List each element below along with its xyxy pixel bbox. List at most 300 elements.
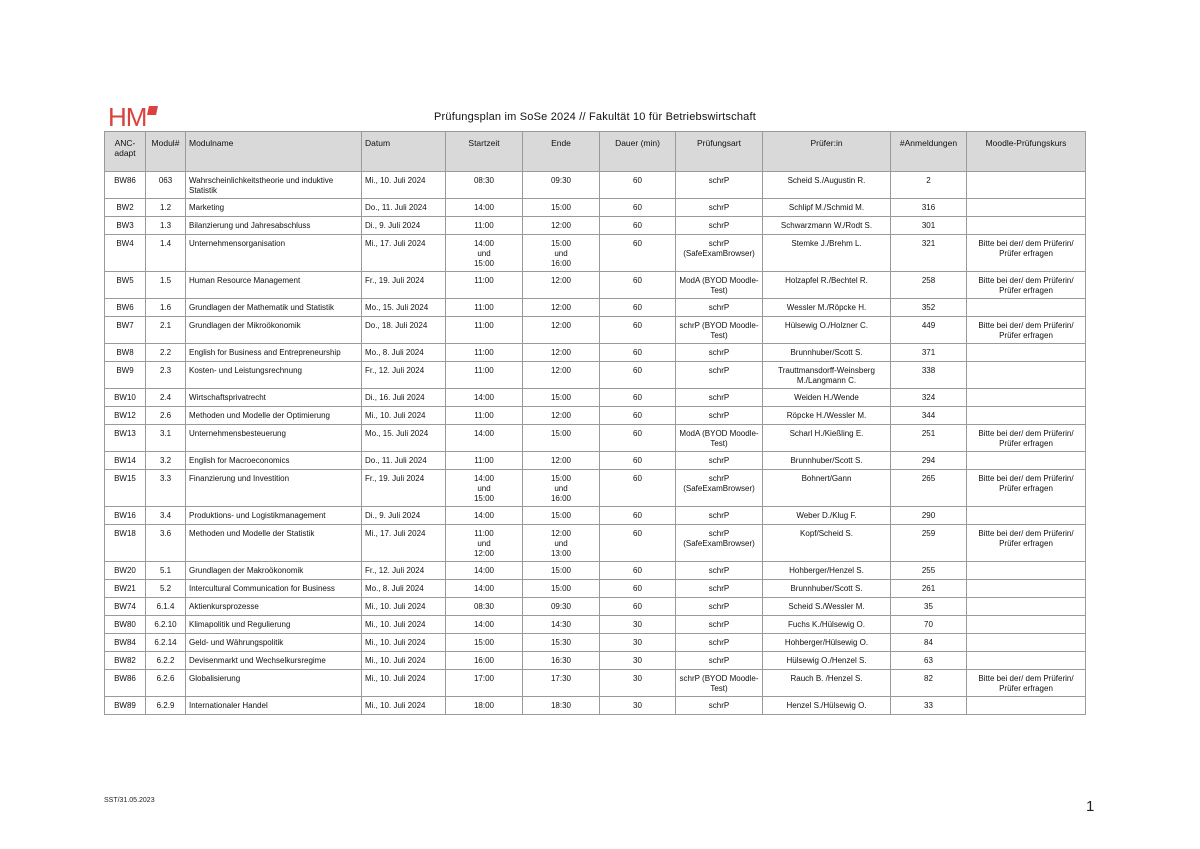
table-cell: 12:00	[523, 407, 600, 425]
table-cell: 11:00	[446, 272, 523, 299]
table-row	[105, 344, 1086, 362]
table-cell: 30	[600, 634, 676, 652]
col-header: Moodle-Prüfungskurs	[967, 132, 1086, 172]
table-cell: 60	[600, 317, 676, 344]
table-cell: 70	[891, 616, 967, 634]
table-cell: 371	[891, 344, 967, 362]
table-row	[105, 199, 1086, 217]
table-cell	[967, 616, 1086, 634]
table-cell: 352	[891, 299, 967, 317]
table-cell: 6.2.14	[146, 634, 186, 652]
table-cell	[967, 389, 1086, 407]
table-row	[105, 525, 1086, 562]
table-cell: Fr., 12. Juli 2024	[362, 362, 446, 389]
table-cell: 09:30	[523, 598, 600, 616]
col-header: Prüfer:in	[763, 132, 891, 172]
table-cell: 265	[891, 470, 967, 507]
table-cell: 30	[600, 652, 676, 670]
table-cell: BW4	[105, 235, 146, 272]
table-cell: Hohberger/Hülsewig O.	[763, 634, 891, 652]
table-cell: schrP	[676, 407, 763, 425]
table-cell: Röpcke H./Wessler M.	[763, 407, 891, 425]
table-cell: schrP	[676, 389, 763, 407]
table-cell: 16:00	[446, 652, 523, 670]
table-cell: Hohberger/Henzel S.	[763, 562, 891, 580]
table-cell: 15:00	[523, 562, 600, 580]
table-cell: 11:00	[446, 299, 523, 317]
table-row	[105, 235, 1086, 272]
table-cell: schrP (SafeExamBrowser)	[676, 470, 763, 507]
table-cell: 15:30	[523, 634, 600, 652]
table-cell: 259	[891, 525, 967, 562]
table-cell: 1.4	[146, 235, 186, 272]
table-row	[105, 652, 1086, 670]
table-cell: Henzel S./Hülsewig O.	[763, 697, 891, 715]
table-cell: 17:00	[446, 670, 523, 697]
table-cell	[967, 407, 1086, 425]
table-cell: ModA (BYOD Moodle-Test)	[676, 272, 763, 299]
table-cell: BW13	[105, 425, 146, 452]
table-cell: Mo., 8. Juli 2024	[362, 580, 446, 598]
table-cell: Hülsewig O./Henzel S.	[763, 652, 891, 670]
table-cell: Schlipf M./Schmid M.	[763, 199, 891, 217]
table-cell: Do., 11. Juli 2024	[362, 452, 446, 470]
table-cell: 2.3	[146, 362, 186, 389]
table-cell: 60	[600, 362, 676, 389]
table-row	[105, 470, 1086, 507]
table-body	[105, 172, 1086, 715]
table-cell: BW2	[105, 199, 146, 217]
table-cell: 82	[891, 670, 967, 697]
table-cell: Hülsewig O./Holzner C.	[763, 317, 891, 344]
table-cell: Wirtschaftsprivatrecht	[186, 389, 362, 407]
table-cell: 60	[600, 425, 676, 452]
table-cell: 60	[600, 344, 676, 362]
col-header: ANC-adapt	[105, 132, 146, 172]
table-cell: Do., 18. Juli 2024	[362, 317, 446, 344]
table-cell: 15:00	[446, 634, 523, 652]
table-cell: BW9	[105, 362, 146, 389]
table-cell: 15:00	[523, 199, 600, 217]
table-cell: 14:00 und 15:00	[446, 470, 523, 507]
table-header-row	[105, 132, 1086, 172]
table-cell: Methoden und Modelle der Optimierung	[186, 407, 362, 425]
table-row	[105, 172, 1086, 199]
table-cell: 33	[891, 697, 967, 715]
table-cell: Aktienkursprozesse	[186, 598, 362, 616]
table-cell: 1.2	[146, 199, 186, 217]
table-cell: BW89	[105, 697, 146, 715]
table-cell: BW7	[105, 317, 146, 344]
table-cell: 11:00	[446, 452, 523, 470]
table-cell: 338	[891, 362, 967, 389]
hm-logo	[108, 104, 146, 130]
table-cell: 60	[600, 407, 676, 425]
table-cell	[967, 697, 1086, 715]
table-cell: Di., 16. Juli 2024	[362, 389, 446, 407]
table-cell: BW8	[105, 344, 146, 362]
table-cell: Wessler M./Röpcke H.	[763, 299, 891, 317]
table-cell: 449	[891, 317, 967, 344]
table-cell: 12:00 und 13:00	[523, 525, 600, 562]
table-cell: Holzapfel R./Bechtel R.	[763, 272, 891, 299]
table-cell: 15:00 und 16:00	[523, 235, 600, 272]
table-cell: 321	[891, 235, 967, 272]
table-cell: 14:30	[523, 616, 600, 634]
table-cell: BW14	[105, 452, 146, 470]
table-cell: Weber D./Klug F.	[763, 507, 891, 525]
table-cell: 1.6	[146, 299, 186, 317]
table-cell: 08:30	[446, 598, 523, 616]
table-cell: Scheid S./Augustin R.	[763, 172, 891, 199]
table-cell: 30	[600, 670, 676, 697]
table-cell: 2.4	[146, 389, 186, 407]
table-cell: 09:30	[523, 172, 600, 199]
col-header: Modul#	[146, 132, 186, 172]
table-cell: 2.2	[146, 344, 186, 362]
table-cell: BW21	[105, 580, 146, 598]
footer-stamp: SST/31.05.2023	[104, 797, 155, 804]
col-header: Prüfungsart	[676, 132, 763, 172]
table-row	[105, 634, 1086, 652]
table-cell: 11:00	[446, 217, 523, 235]
table-cell: BW74	[105, 598, 146, 616]
table-cell: 6.2.6	[146, 670, 186, 697]
table-cell: 6.2.9	[146, 697, 186, 715]
table-cell: 17:30	[523, 670, 600, 697]
table-cell: Bitte bei der/ dem Prüferin/ Prüfer erfragen	[967, 470, 1086, 507]
table-row	[105, 299, 1086, 317]
table-cell: Trauttmansdorff-Weinsberg M./Langmann C.	[763, 362, 891, 389]
table-row	[105, 317, 1086, 344]
table-cell: Mi., 17. Juli 2024	[362, 235, 446, 272]
table-cell: Fr., 12. Juli 2024	[362, 562, 446, 580]
table-cell: English for Business and Entrepreneurship	[186, 344, 362, 362]
table-cell: 60	[600, 172, 676, 199]
table-cell: 11:00	[446, 362, 523, 389]
table-cell: Fr., 19. Juli 2024	[362, 272, 446, 299]
table-cell: Mo., 15. Juli 2024	[362, 425, 446, 452]
table-cell: BW84	[105, 634, 146, 652]
table-cell: BW86	[105, 670, 146, 697]
table-cell: 261	[891, 580, 967, 598]
table-cell: Brunnhuber/Scott S.	[763, 344, 891, 362]
table-cell: Weiden H./Wende	[763, 389, 891, 407]
table-cell: 2.6	[146, 407, 186, 425]
table-cell: 60	[600, 452, 676, 470]
table-cell: Stemke J./Brehm L.	[763, 235, 891, 272]
table-cell: Mo., 8. Juli 2024	[362, 344, 446, 362]
table-cell	[967, 507, 1086, 525]
table-cell: schrP	[676, 598, 763, 616]
col-header: Datum	[362, 132, 446, 172]
table-row	[105, 562, 1086, 580]
table-cell: Schwarzmann W./Rodt S.	[763, 217, 891, 235]
table-cell: 290	[891, 507, 967, 525]
table-cell	[967, 344, 1086, 362]
table-cell: BW82	[105, 652, 146, 670]
table-cell: 30	[600, 697, 676, 715]
table-cell: schrP	[676, 217, 763, 235]
table-cell: 12:00	[523, 344, 600, 362]
table-row	[105, 362, 1086, 389]
table-cell: schrP	[676, 344, 763, 362]
table-cell	[967, 362, 1086, 389]
table-cell: 3.6	[146, 525, 186, 562]
table-cell: schrP	[676, 562, 763, 580]
table-cell: BW3	[105, 217, 146, 235]
table-cell: Globalisierung	[186, 670, 362, 697]
table-cell	[967, 634, 1086, 652]
table-cell: Bitte bei der/ dem Prüferin/ Prüfer erfragen	[967, 425, 1086, 452]
table-cell: 60	[600, 507, 676, 525]
table-cell	[967, 199, 1086, 217]
table-cell: schrP (BYOD Moodle-Test)	[676, 317, 763, 344]
table-cell: schrP (SafeExamBrowser)	[676, 525, 763, 562]
table-cell: 11:00	[446, 344, 523, 362]
table-cell: 15:00	[523, 580, 600, 598]
table-cell: 301	[891, 217, 967, 235]
table-cell: BW12	[105, 407, 146, 425]
table-cell: BW6	[105, 299, 146, 317]
table-cell: 6.2.2	[146, 652, 186, 670]
table-cell: 60	[600, 235, 676, 272]
table-cell: 1.3	[146, 217, 186, 235]
page-number: 1	[1086, 798, 1095, 815]
table-cell: 60	[600, 217, 676, 235]
table-cell: Devisenmarkt und Wechselkursregime	[186, 652, 362, 670]
table-cell: 14:00	[446, 507, 523, 525]
table-cell: 3.2	[146, 452, 186, 470]
table-cell: Methoden und Modelle der Statistik	[186, 525, 362, 562]
table-cell: Mi., 10. Juli 2024	[362, 616, 446, 634]
table-cell	[967, 562, 1086, 580]
table-cell: 11:00	[446, 317, 523, 344]
table-cell: 60	[600, 580, 676, 598]
table-cell: 18:30	[523, 697, 600, 715]
table-cell: Bitte bei der/ dem Prüferin/ Prüfer erfragen	[967, 235, 1086, 272]
table-cell: 15:00	[523, 425, 600, 452]
table-cell: schrP (SafeExamBrowser)	[676, 235, 763, 272]
table-row	[105, 670, 1086, 697]
table-cell: 14:00	[446, 425, 523, 452]
table-cell: schrP	[676, 652, 763, 670]
table-cell: Rauch B. /Henzel S.	[763, 670, 891, 697]
table-cell: Scheid S./Wessler M.	[763, 598, 891, 616]
table-cell: 14:00	[446, 616, 523, 634]
table-cell: 12:00	[523, 362, 600, 389]
hm-logo-text: HM	[108, 102, 147, 132]
table-cell: Bitte bei der/ dem Prüferin/ Prüfer erfragen	[967, 670, 1086, 697]
table-cell: schrP	[676, 199, 763, 217]
table-cell: 60	[600, 389, 676, 407]
table-cell: 5.1	[146, 562, 186, 580]
table-cell: Mo., 15. Juli 2024	[362, 299, 446, 317]
table-cell: 6.1.4	[146, 598, 186, 616]
table-cell: schrP	[676, 616, 763, 634]
table-cell: 063	[146, 172, 186, 199]
table-cell: 2	[891, 172, 967, 199]
table-cell: 18:00	[446, 697, 523, 715]
table-cell: schrP	[676, 580, 763, 598]
table-cell: 60	[600, 199, 676, 217]
table-row	[105, 407, 1086, 425]
table-cell: 12:00	[523, 272, 600, 299]
table-cell: Bitte bei der/ dem Prüferin/ Prüfer erfragen	[967, 525, 1086, 562]
table-cell: Unternehmensorganisation	[186, 235, 362, 272]
table-row	[105, 598, 1086, 616]
table-cell: BW20	[105, 562, 146, 580]
table-cell: 15:00 und 16:00	[523, 470, 600, 507]
table-row	[105, 697, 1086, 715]
table-cell: BW10	[105, 389, 146, 407]
table-cell: BW15	[105, 470, 146, 507]
table-cell	[967, 580, 1086, 598]
table-cell: Scharl H./Kießling E.	[763, 425, 891, 452]
table-row	[105, 425, 1086, 452]
table-cell: 30	[600, 616, 676, 634]
table-cell: Klimapolitik und Regulierung	[186, 616, 362, 634]
table-cell: 08:30	[446, 172, 523, 199]
table-cell	[967, 172, 1086, 199]
table-row	[105, 616, 1086, 634]
table-cell: Di., 9. Juli 2024	[362, 507, 446, 525]
table-cell: Grundlagen der Mathematik und Statistik	[186, 299, 362, 317]
table-cell: schrP	[676, 299, 763, 317]
table-cell: BW5	[105, 272, 146, 299]
table-row	[105, 272, 1086, 299]
table-cell: 12:00	[523, 452, 600, 470]
table-cell	[967, 598, 1086, 616]
table-cell: 60	[600, 470, 676, 507]
table-cell: Unternehmensbesteuerung	[186, 425, 362, 452]
table-cell: schrP	[676, 697, 763, 715]
table-cell: 84	[891, 634, 967, 652]
table-cell: Bohnert/Gann	[763, 470, 891, 507]
table-cell: Mi., 10. Juli 2024	[362, 634, 446, 652]
table-cell: 5.2	[146, 580, 186, 598]
table-cell: BW86	[105, 172, 146, 199]
table-cell: Human Resource Management	[186, 272, 362, 299]
table-cell: 14:00	[446, 562, 523, 580]
table-cell: 3.1	[146, 425, 186, 452]
table-row	[105, 580, 1086, 598]
table-cell	[967, 452, 1086, 470]
table-cell: Geld- und Währungspolitik	[186, 634, 362, 652]
col-header: Dauer (min)	[600, 132, 676, 172]
table-cell: Mi., 10. Juli 2024	[362, 172, 446, 199]
table-cell: 63	[891, 652, 967, 670]
table-cell: 2.1	[146, 317, 186, 344]
table-cell: schrP	[676, 634, 763, 652]
table-cell: Mi., 17. Juli 2024	[362, 525, 446, 562]
table-row	[105, 217, 1086, 235]
table-cell: Intercultural Communication for Business	[186, 580, 362, 598]
table-cell: schrP	[676, 452, 763, 470]
table-cell: Marketing	[186, 199, 362, 217]
col-header: Ende	[523, 132, 600, 172]
table-cell: 294	[891, 452, 967, 470]
table-cell: English for Macroeconomics	[186, 452, 362, 470]
table-cell: 14:00 und 15:00	[446, 235, 523, 272]
table-cell: 11:00	[446, 407, 523, 425]
table-cell: BW16	[105, 507, 146, 525]
table-cell	[967, 299, 1086, 317]
table-cell: BW18	[105, 525, 146, 562]
table-cell	[967, 652, 1086, 670]
table-cell: Brunnhuber/Scott S.	[763, 580, 891, 598]
table-cell: Kopf/Scheid S.	[763, 525, 891, 562]
table-cell: Grundlagen der Makroökonomik	[186, 562, 362, 580]
table-cell: 60	[600, 272, 676, 299]
table-cell: Fr., 19. Juli 2024	[362, 470, 446, 507]
table-cell: 251	[891, 425, 967, 452]
table-cell: 35	[891, 598, 967, 616]
table-cell: Di., 9. Juli 2024	[362, 217, 446, 235]
table-cell: schrP	[676, 362, 763, 389]
col-header: Startzeit	[446, 132, 523, 172]
hm-logo-mark	[147, 106, 158, 115]
table-cell: 14:00	[446, 389, 523, 407]
col-header: Modulname	[186, 132, 362, 172]
table-cell: 14:00	[446, 580, 523, 598]
table-cell: ModA (BYOD Moodle-Test)	[676, 425, 763, 452]
table-cell: Bitte bei der/ dem Prüferin/ Prüfer erfragen	[967, 272, 1086, 299]
table-cell: 12:00	[523, 299, 600, 317]
table-cell: 316	[891, 199, 967, 217]
table-cell: Mi., 10. Juli 2024	[362, 407, 446, 425]
table-cell: Kosten- und Leistungsrechnung	[186, 362, 362, 389]
table-cell: Bilanzierung und Jahresabschluss	[186, 217, 362, 235]
table-cell: schrP (BYOD Moodle-Test)	[676, 670, 763, 697]
document-title: Prüfungsplan im SoSe 2024 // Fakultät 10 für Betriebswirtschaft	[434, 111, 756, 123]
exam-schedule-table	[104, 131, 1086, 715]
table-cell: Brunnhuber/Scott S.	[763, 452, 891, 470]
table-cell: Bitte bei der/ dem Prüferin/ Prüfer erfragen	[967, 317, 1086, 344]
table-cell: Mi., 10. Juli 2024	[362, 598, 446, 616]
table-row	[105, 452, 1086, 470]
table-cell: 15:00	[523, 389, 600, 407]
table-cell: Internationaler Handel	[186, 697, 362, 715]
table-cell: 15:00	[523, 507, 600, 525]
table-cell: 3.3	[146, 470, 186, 507]
table-cell: 1.5	[146, 272, 186, 299]
table-cell: Finanzierung und Investition	[186, 470, 362, 507]
table-cell: Do., 11. Juli 2024	[362, 199, 446, 217]
table-cell: Mi., 10. Juli 2024	[362, 670, 446, 697]
table-cell	[967, 217, 1086, 235]
table-cell: 60	[600, 562, 676, 580]
table-cell: Wahrscheinlichkeitstheorie und induktive Statistik	[186, 172, 362, 199]
table-cell: 6.2.10	[146, 616, 186, 634]
table-cell: Produktions- und Logistikmanagement	[186, 507, 362, 525]
table-cell: 16:30	[523, 652, 600, 670]
table-cell: 60	[600, 299, 676, 317]
table-cell: 255	[891, 562, 967, 580]
table-cell: 12:00	[523, 217, 600, 235]
table-cell: 11:00 und 12:00	[446, 525, 523, 562]
table-cell: Mi., 10. Juli 2024	[362, 697, 446, 715]
table-cell: Fuchs K./Hülsewig O.	[763, 616, 891, 634]
table-cell: 60	[600, 598, 676, 616]
table-cell: 14:00	[446, 199, 523, 217]
table-cell: 324	[891, 389, 967, 407]
table-cell: Grundlagen der Mikroökonomik	[186, 317, 362, 344]
table-cell: 344	[891, 407, 967, 425]
table-cell: Mi., 10. Juli 2024	[362, 652, 446, 670]
col-header: #Anmeldungen	[891, 132, 967, 172]
table-cell: schrP	[676, 172, 763, 199]
